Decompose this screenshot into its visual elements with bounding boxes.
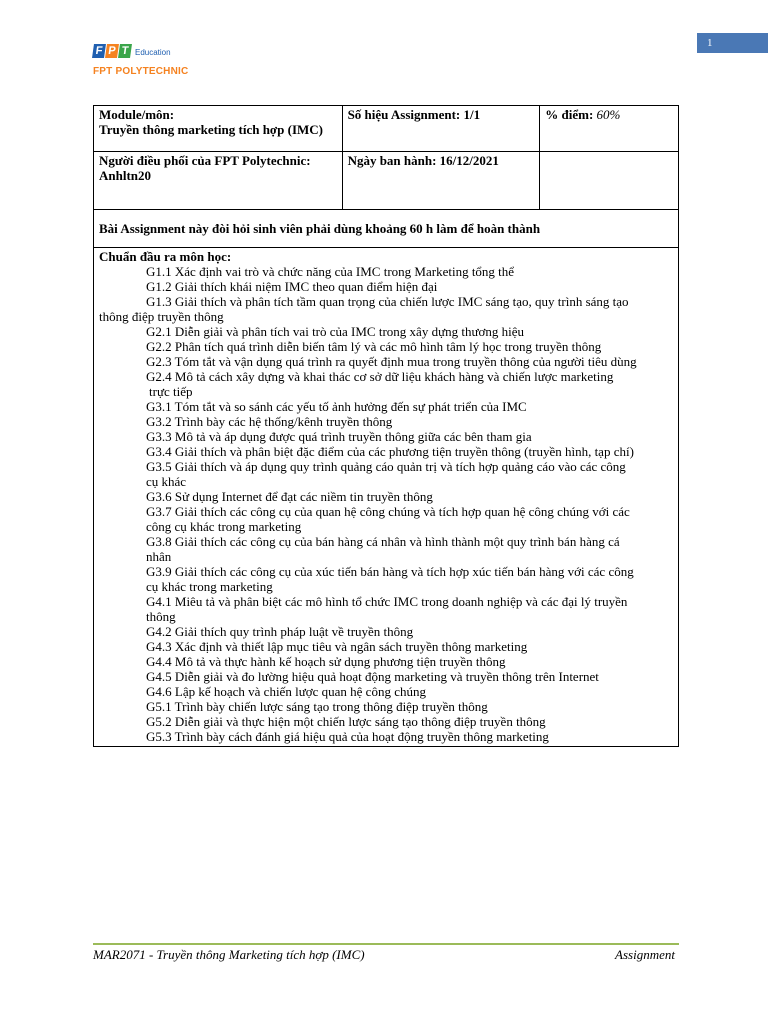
outcome-item: G4.4 Mô tả và thực hành kế hoạch sử dụng phương tiện truyền thông: [146, 654, 506, 669]
score-label: % điểm:: [545, 107, 594, 122]
footer-doc-type: Assignment: [615, 947, 675, 962]
outcome-item: G2.1 Diễn giải và phân tích vai trò của IMC trong xây dựng thương hiệu: [146, 324, 525, 339]
assignment-info-table: [93, 105, 679, 747]
outcome-item-continued: công cụ khác trong marketing: [146, 519, 302, 534]
outcome-item: G3.9 Giải thích các công cụ của xúc tiến bán hàng và tích hợp xúc tiến bán hàng với các công: [146, 564, 634, 579]
outcome-item: G3.5 Giải thích và áp dụng quy trình quảng cáo quản trị và tích hợp quảng cáo vào các công: [146, 459, 626, 474]
coordinator: Người điều phối của FPT Polytechnic: Anhltn20: [94, 152, 343, 210]
outcome-item: G1.2 Giải thích khái niệm IMC theo quan điểm hiện đại: [146, 279, 438, 294]
outcome-item: G4.5 Diễn giải và đo lường hiệu quả hoạt động marketing và truyền thông trên Internet: [146, 669, 599, 684]
footer-divider: [93, 943, 679, 945]
outcome-item-continued: thông: [146, 609, 176, 624]
outcome-item: G4.6 Lập kế hoạch và chiến lược quan hệ công chúng: [146, 684, 426, 699]
issue-date: Ngày ban hành: 16/12/2021: [342, 152, 540, 210]
outcome-item-continued: cụ khác trong marketing: [146, 579, 273, 594]
outcome-item-continued: trực tiếp: [149, 384, 193, 399]
outcome-item: G5.3 Trình bày cách đánh giá hiệu quả của hoạt động truyền thông marketing: [146, 729, 549, 744]
logo-polytechnic-text: FPT POLYTECHNIC: [93, 66, 189, 77]
outcome-item: G2.3 Tóm tắt và vận dụng quá trình ra quyết định mua trong truyền thông của người tiêu dùng: [146, 354, 637, 369]
outcome-item: G3.6 Sử dụng Internet để đạt các niềm tin truyền thông: [146, 489, 433, 504]
hours-note: Bài Assignment này đòi hỏi sinh viên phải dùng khoảng 60 h làm để hoàn thành: [94, 210, 679, 248]
outcome-item-continued: nhân: [146, 549, 172, 564]
fpt-polytechnic-logo: [93, 44, 188, 77]
module-label: Module/môn:: [99, 107, 175, 122]
outcome-item: G3.3 Mô tả và áp dụng được quá trình truyền thông giữa các bên tham gia: [146, 429, 532, 444]
outcome-item-continued: cụ khác: [146, 474, 187, 489]
module-name: Truyền thông marketing tích hợp (IMC): [99, 122, 323, 137]
outcomes-title: Chuẩn đầu ra môn học:: [99, 249, 232, 264]
outcome-item: G4.3 Xác định và thiết lập mục tiêu và ngân sách truyền thông marketing: [146, 639, 528, 654]
logo-letter-p: P: [105, 44, 119, 58]
score-value: 60%: [596, 107, 621, 122]
outcomes-list: [99, 264, 673, 744]
outcome-item: G5.2 Diễn giải và thực hiện một chiến lược sáng tạo thông điệp truyền thông: [146, 714, 546, 729]
outcome-item: G4.1 Miêu tả và phân biệt các mô hình tổ chức IMC trong doanh nghiệp và các đại lý truyền: [146, 594, 628, 609]
score-cell: [540, 106, 679, 152]
empty-cell: [540, 152, 679, 210]
fpt-logo-mark: [93, 44, 131, 58]
outcome-item: G2.2 Phân tích quá trình diễn biến tâm lý và các mô hình tâm lý học trong truyền thông: [146, 339, 602, 354]
logo-education-text: Education: [135, 48, 171, 57]
outcome-item-continued: thông điệp truyền thông: [99, 309, 224, 324]
outcome-item: G3.4 Giải thích và phân biệt đặc điểm của các phương tiện truyền thông (truyền hình, tạp chí): [146, 444, 634, 459]
outcome-item: G3.8 Giải thích các công cụ của bán hàng cá nhân và hình thành một quy trình bán hàng cá: [146, 534, 620, 549]
logo-letter-t: T: [118, 44, 132, 58]
outcome-item: G3.7 Giải thích các công cụ của quan hệ công chúng và tích hợp quan hệ công chúng với các: [146, 504, 630, 519]
outcome-item: G4.2 Giải thích quy trình pháp luật về truyền thông: [146, 624, 414, 639]
outcome-item: G3.1 Tóm tắt và so sánh các yếu tố ảnh hưởng đến sự phát triển của IMC: [146, 399, 527, 414]
outcomes-cell: [94, 248, 679, 747]
page-number-badge: 1: [697, 33, 768, 53]
assignment-number: Số hiệu Assignment: 1/1: [342, 106, 540, 152]
outcome-item: G2.4 Mô tả cách xây dựng và khai thác cơ sở dữ liệu khách hàng và chiến lược marketing: [146, 369, 614, 384]
footer-course-title: MAR2071 - Truyền thông Marketing tích hợp (IMC): [93, 947, 365, 962]
module-cell: [94, 106, 343, 152]
outcome-item: G1.1 Xác định vai trò và chức năng của IMC trong Marketing tổng thể: [146, 264, 515, 279]
logo-letter-f: F: [92, 44, 106, 58]
outcome-item: G3.2 Trình bày các hệ thống/kênh truyền thông: [146, 414, 393, 429]
outcome-item: G5.1 Trình bày chiến lược sáng tạo trong thông điệp truyền thông: [146, 699, 488, 714]
outcome-item: G1.3 Giải thích và phân tích tầm quan trọng của chiến lược IMC sáng tạo, quy trình sáng tạo: [146, 294, 629, 309]
